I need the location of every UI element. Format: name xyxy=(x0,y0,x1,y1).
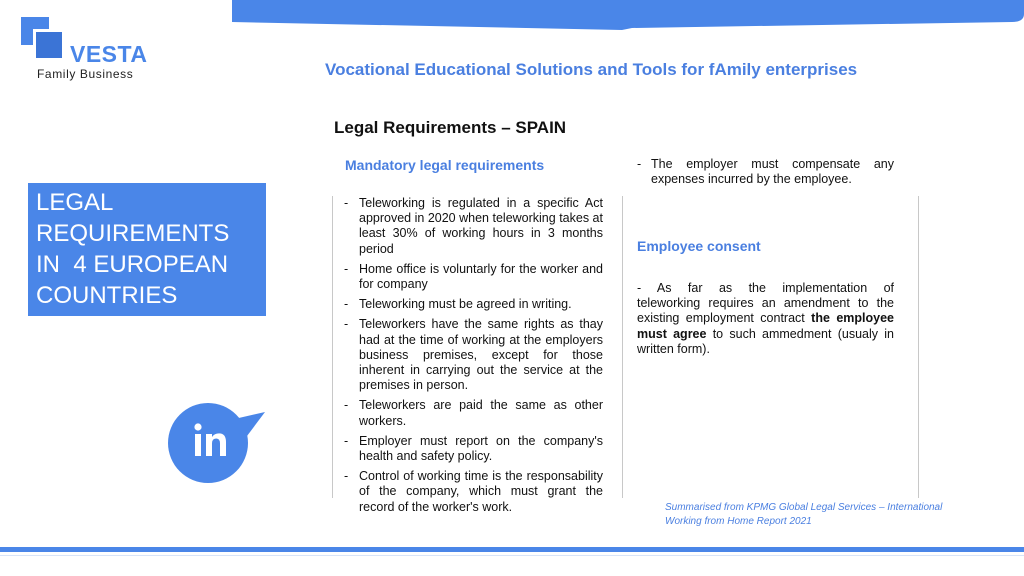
mandatory-heading: Mandatory legal requirements xyxy=(345,157,545,173)
linkedin-icon xyxy=(168,402,268,484)
divider-right xyxy=(918,196,919,498)
side-title-line: COUNTRIES xyxy=(36,282,178,309)
bottom-bar-thin xyxy=(0,555,1024,556)
page-title: Legal Requirements – SPAIN xyxy=(334,118,567,137)
source-note: Summarised from KPMG Global Legal Services – International Working from Home Report 2021 xyxy=(665,502,943,527)
bottom-bar xyxy=(0,547,1024,552)
divider-left xyxy=(332,196,333,498)
list-item: - Teleworking is regulated in a specific Act approved in 2020 when teleworking takes at least 30% of working hours in 3 months period xyxy=(344,196,603,257)
list-item: - Employer must report on the company's health and safety policy. xyxy=(344,434,603,464)
bullet-dash: - xyxy=(637,157,642,171)
expenses-item xyxy=(637,157,894,187)
side-title-line: IN 4 EUROPEAN xyxy=(36,251,229,278)
vesta-logo-icon xyxy=(20,16,64,60)
list-item: - Teleworkers have the same rights as thay had at the time of working at the employers business premises, except for those inherent in carrying out the service at the premises in person. xyxy=(344,317,603,393)
side-title-line: LEGAL xyxy=(36,189,114,216)
consent-text xyxy=(637,281,898,357)
top-banner xyxy=(232,0,1024,32)
list-item: - Teleworking must be agreed in writing. xyxy=(344,297,603,312)
side-title-box xyxy=(28,183,266,316)
consent-text-before: - As far as the implementation of teleworking requires an amendment to the existing employment contract xyxy=(637,281,898,326)
linkedin-link[interactable] xyxy=(168,402,268,484)
vesta-logo xyxy=(20,16,180,86)
logo-tagline: Family Business xyxy=(37,67,134,81)
list-item: - Home office is voluntarly for the worker and for company xyxy=(344,262,603,292)
project-subtitle: Vocational Educational Solutions and Tools for fAmily enterprises xyxy=(325,60,858,79)
consent-heading: Employee consent xyxy=(637,238,761,254)
list-item: - Control of working time is the responsability of the company, which must grant the record of the worker's work. xyxy=(344,469,603,515)
consent-text-after: to such ammedment (usualy in written form). xyxy=(637,326,894,356)
side-title-line: REQUIREMENTS xyxy=(36,220,230,247)
divider-middle xyxy=(622,196,623,498)
logo-name: VESTA xyxy=(70,41,148,67)
mandatory-list xyxy=(344,196,603,520)
list-item: - Teleworkers are paid the same as other workers. xyxy=(344,398,603,428)
expenses-text: The employer must compensate any expenses incurred by the employee. xyxy=(651,157,894,187)
consent-bold: the employee must agree xyxy=(637,311,894,341)
